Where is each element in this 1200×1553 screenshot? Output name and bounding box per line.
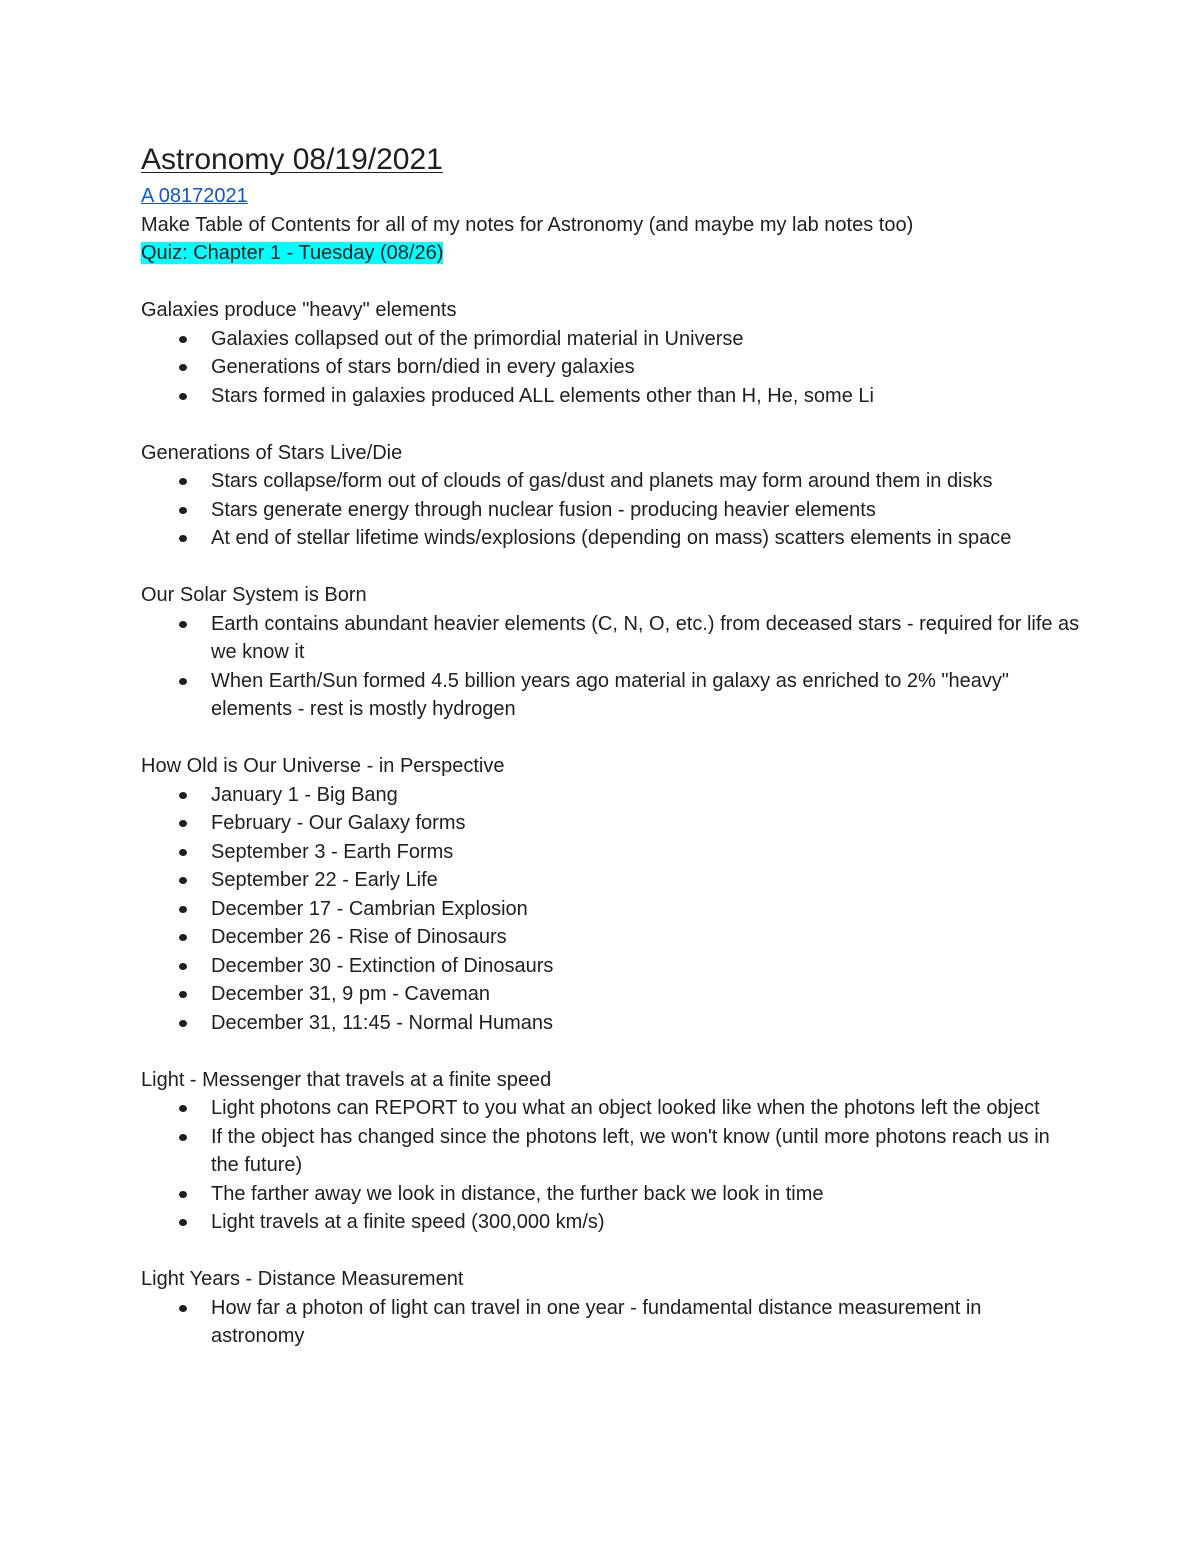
bullet-list [141, 1294, 1080, 1351]
notes-section [141, 439, 1080, 553]
notes-sections [141, 296, 1080, 1351]
bullet-dot-icon [179, 393, 187, 400]
section-heading: Light - Messenger that travels at a finite speed [141, 1068, 552, 1091]
bullet-text: At end of stellar lifetime winds/explosions (depending on mass) scatters elements in space [211, 527, 1012, 549]
bullet-dot-icon [179, 877, 187, 884]
section-heading: Generations of Stars Live/Die [141, 441, 403, 464]
bullet-item [211, 895, 1080, 924]
bullet-item [211, 923, 1080, 952]
bullet-item [211, 952, 1080, 981]
notes-section [141, 1066, 1080, 1237]
note-line: Make Table of Contents for all of my notes for Astronomy (and maybe my lab notes too) [141, 213, 914, 236]
bullet-item [211, 467, 1080, 496]
section-heading: How Old is Our Universe - in Perspective [141, 755, 505, 777]
bullet-item [211, 496, 1080, 525]
notes-section [141, 581, 1080, 724]
quiz-highlight: Quiz: Chapter 1 - Tuesday (08/26) [141, 242, 444, 264]
bullet-item [211, 382, 1080, 411]
bullet-dot-icon [179, 849, 187, 856]
bullet-text: Stars formed in galaxies produced ALL elements other than H, He, some Li [211, 384, 874, 407]
bullet-list [141, 1094, 1080, 1237]
bullet-dot-icon [179, 1105, 187, 1112]
bullet-dot-icon [179, 792, 187, 799]
bullet-item [211, 667, 1080, 724]
bullet-item [211, 866, 1080, 895]
bullet-dot-icon [179, 478, 187, 485]
bullet-list [141, 467, 1080, 553]
bullet-text: If the object has changed since the photons left, we won't know (until more photons reach us in the future) [211, 1125, 1050, 1176]
bullet-text: December 17 - Cambrian Explosion [211, 897, 528, 920]
bullet-text: How far a photon of light can travel in one year - fundamental distance measurement in astronomy [211, 1296, 982, 1347]
bullet-list [141, 610, 1080, 724]
bullet-item [211, 1294, 1080, 1351]
bullet-dot-icon [179, 336, 187, 343]
bullet-text: Light travels at a finite speed (300,000 km/s) [211, 1211, 605, 1233]
section-heading: Our Solar System is Born [141, 584, 367, 606]
quiz-line [141, 239, 1080, 268]
bullet-text: September 3 - Earth Forms [211, 840, 454, 863]
bullet-text: December 31, 9 pm - Caveman [211, 983, 491, 1005]
bullet-dot-icon [179, 1305, 187, 1312]
bullet-item [211, 610, 1080, 667]
bullet-dot-icon [179, 1134, 187, 1141]
bullet-dot-icon [179, 1191, 187, 1198]
notes-section [141, 752, 1080, 1037]
bullet-text: December 31, 11:45 - Normal Humans [211, 1011, 553, 1034]
bullet-item [211, 1094, 1080, 1123]
bullet-item [211, 325, 1080, 354]
bullet-item [211, 980, 1080, 1009]
bullet-text: Light photons can REPORT to you what an object looked like when the photons left the object [211, 1097, 1040, 1119]
bullet-dot-icon [179, 820, 187, 827]
bullet-text: Galaxies collapsed out of the primordial material in Universe [211, 327, 744, 350]
bullet-text: Generations of stars born/died in every galaxies [211, 356, 635, 378]
bullet-item [211, 809, 1080, 838]
bullet-text: When Earth/Sun formed 4.5 billion years ago material in galaxy as enriched to 2% "heavy" elements - rest is mostly hydrogen [211, 669, 1009, 720]
bullet-dot-icon [179, 963, 187, 970]
bullet-text: January 1 - Big Bang [211, 783, 398, 806]
bullet-text: September 22 - Early Life [211, 869, 438, 891]
bullet-text: Earth contains abundant heavier elements (C, N, O, etc.) from deceased stars - required for life as we know it [211, 612, 1080, 663]
section-heading: Light Years - Distance Measurement [141, 1268, 464, 1290]
bullet-item [211, 781, 1080, 810]
bullet-text: Stars generate energy through nuclear fusion - producing heavier elements [211, 498, 876, 521]
link-line [141, 182, 1080, 211]
bullet-item [211, 1123, 1080, 1180]
bullet-dot-icon [179, 906, 187, 913]
bullet-item [211, 1180, 1080, 1209]
bullet-dot-icon [179, 1219, 187, 1226]
notes-section [141, 296, 1080, 410]
bullet-item [211, 1208, 1080, 1237]
bullet-dot-icon [179, 934, 187, 941]
bullet-item [211, 353, 1080, 382]
bullet-dot-icon [179, 678, 187, 685]
bullet-text: The farther away we look in distance, the further back we look in time [211, 1182, 824, 1205]
notes-section [141, 1265, 1080, 1351]
bullet-item [211, 1009, 1080, 1038]
bullet-dot-icon [179, 621, 187, 628]
bullet-dot-icon [179, 1020, 187, 1027]
bullet-item [211, 524, 1080, 553]
bullet-dot-icon [179, 507, 187, 514]
bullet-list [141, 325, 1080, 411]
bullet-text: February - Our Galaxy forms [211, 812, 466, 834]
bullet-text: Stars collapse/form out of clouds of gas/dust and planets may form around them in disks [211, 470, 993, 492]
bullet-list [141, 781, 1080, 1038]
bullet-dot-icon [179, 535, 187, 542]
bullet-dot-icon [179, 364, 187, 371]
document-title: Astronomy 08/19/2021 [141, 143, 443, 176]
bullet-text: December 26 - Rise of Dinosaurs [211, 926, 507, 948]
previous-notes-link[interactable]: A 08172021 [141, 185, 248, 207]
bullet-text: December 30 - Extinction of Dinosaurs [211, 954, 554, 977]
bullet-item [211, 838, 1080, 867]
section-heading: Galaxies produce "heavy" elements [141, 299, 457, 321]
bullet-dot-icon [179, 991, 187, 998]
